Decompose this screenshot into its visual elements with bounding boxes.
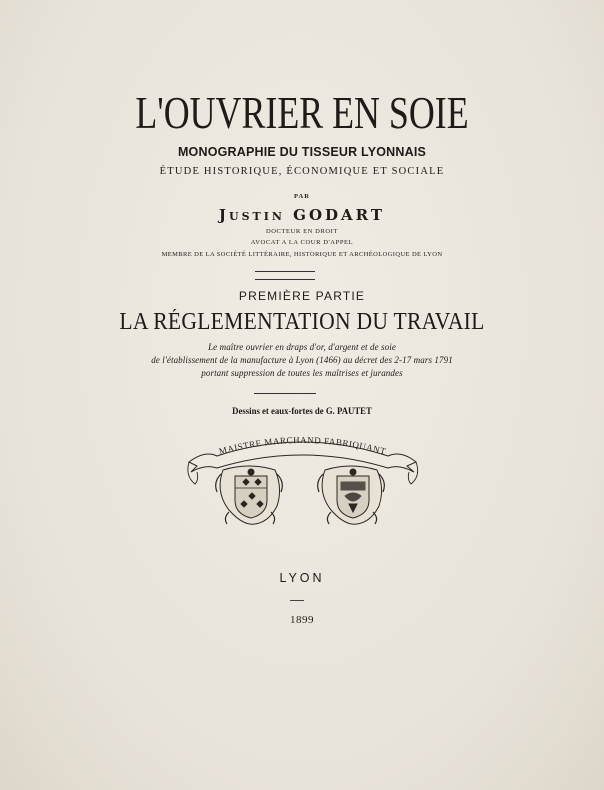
divider — [255, 271, 315, 272]
part-description-line: Le maître ouvrier en draps d'or, d'argent et de soie — [208, 342, 396, 352]
illustration-credit: Dessins et eaux-fortes de G. PAUTET — [232, 407, 372, 417]
book-subtitle: MONOGRAPHIE DU TISSEUR LYONNAIS — [177, 145, 427, 159]
publication-year: 1899 — [290, 614, 314, 626]
author-credential: MEMBRE DE LA SOCIÉTÉ LITTÉRAIRE, HISTORIQUE ET ARCHÉOLOGIQUE DE LYON — [161, 251, 443, 258]
book-title: L'OUVRIER EN SOIE — [135, 87, 469, 138]
part-description-line: portant suppression de toutes les maîtrises et jurandes — [201, 368, 403, 378]
by-label: PAR — [294, 193, 310, 200]
part-title: LA RÉGLEMENTATION DU TRAVAIL — [119, 309, 485, 335]
author-credential: AVOCAT A LA COUR D'APPEL — [250, 239, 354, 246]
author-name: Justin GODART — [218, 206, 386, 224]
emblem-banner-text: MAISTRE MARCHAND FABRIQUANT — [217, 434, 388, 457]
publication-city: LYON — [279, 571, 325, 585]
right-shield — [318, 466, 385, 524]
book-subtitle-secondary: ÉTUDE HISTORIQUE, ÉCONOMIQUE ET SOCIALE — [159, 166, 445, 177]
divider — [290, 600, 304, 601]
part-description-line: de l'établissement de la manufacture à Lyon (1466) au décret des 2-17 mars 1791 — [151, 355, 453, 365]
divider — [255, 279, 315, 280]
left-shield — [216, 466, 283, 524]
heraldic-emblem — [185, 432, 420, 532]
part-label: PREMIÈRE PARTIE — [238, 289, 366, 303]
author-credential: DOCTEUR EN DROIT — [265, 228, 339, 235]
divider — [254, 393, 316, 394]
